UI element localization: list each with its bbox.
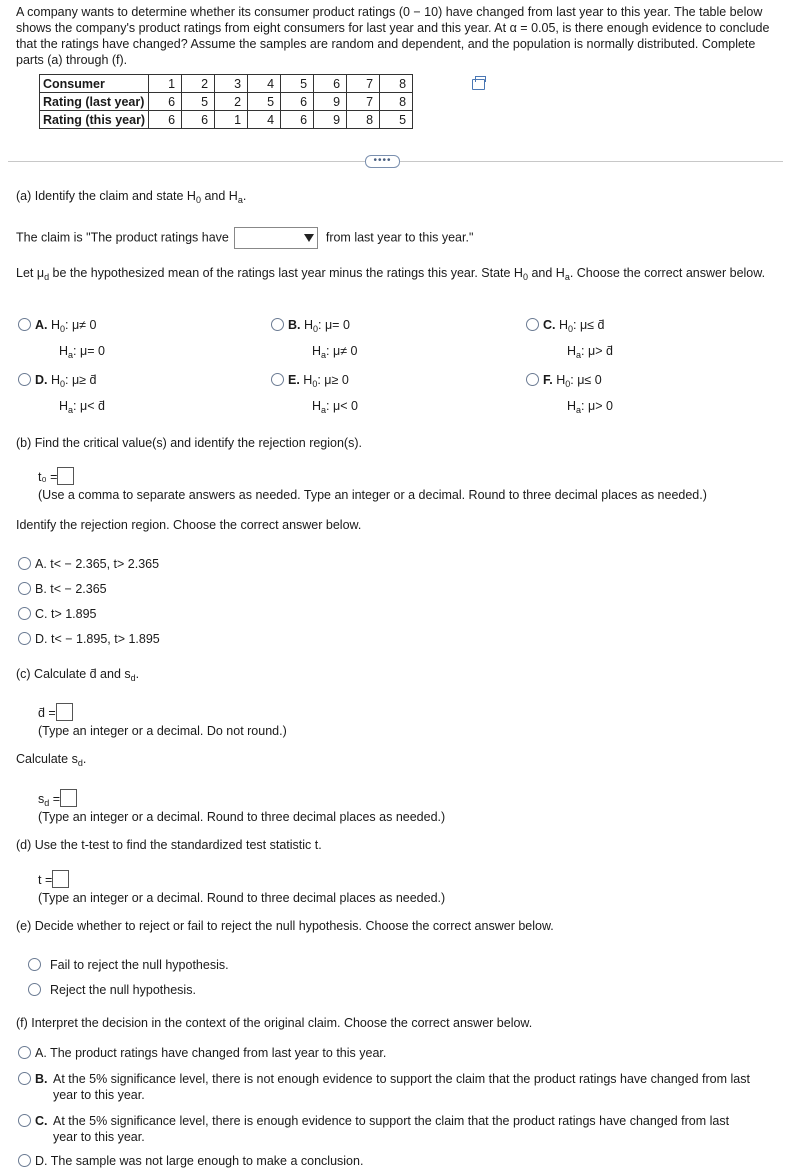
part-f-heading: (f) Interpret the decision in the context of the original claim. Choose the correct answer below. [16, 1016, 533, 1030]
t-hint: (Type an integer or a decimal. Round to three decimal places as needed.) [38, 891, 446, 905]
part-a-heading: (a) Identify the claim and state $H_0$ and $H_a$. [16, 189, 247, 205]
dbar-hint: (Type an integer or a decimal. Do not round.) [38, 724, 287, 738]
part-b-heading: (b) Find the critical value(s) and identify the rejection region(s). [16, 436, 362, 450]
table-cell: 2 [215, 93, 248, 111]
table-cell: 6 [281, 93, 314, 111]
sd-prompt: Calculate $s_d$. [16, 752, 87, 768]
t-answer-row: t = [38, 870, 69, 888]
radio-icon[interactable] [526, 373, 539, 386]
hypothesis-option-d[interactable]: D. $H_0$: μ≥ d̄ $H_a$: μ< d̄ [18, 369, 105, 421]
table-cell: 7 [347, 93, 380, 111]
radio-icon[interactable] [271, 318, 284, 331]
claim-sentence: The claim is "The product ratings have from last year to this year." [16, 227, 473, 249]
table-cell: 6 [149, 111, 182, 129]
radio-icon[interactable] [18, 582, 31, 595]
hypothesis-option-a[interactable]: A. $H_0$: μ≠ 0 $H_a$: μ= 0 [18, 314, 105, 366]
dbar-answer-row: d̄ = [38, 703, 73, 721]
radio-icon[interactable] [18, 607, 31, 620]
part-d-heading: (d) Use the t-test to find the standardized test statistic t. [16, 838, 322, 852]
table-cell: 9 [314, 111, 347, 129]
radio-icon[interactable] [18, 373, 31, 386]
radio-icon[interactable] [271, 373, 284, 386]
hypothesis-option-c[interactable]: C. $H_0$: μ≤ d̄ $H_a$: μ> d̄ [526, 314, 613, 366]
part-e-heading: (e) Decide whether to reject or fail to reject the null hypothesis. Choose the correct answer below. [16, 919, 554, 933]
table-cell: 1 [215, 111, 248, 129]
table-cell: 7 [347, 75, 380, 93]
radio-icon[interactable] [18, 1046, 31, 1059]
expand-more-button[interactable]: •••• [365, 155, 400, 168]
table-cell: 5 [182, 93, 215, 111]
sd-hint: (Type an integer or a decimal. Round to three decimal places as needed.) [38, 810, 446, 824]
table-cell: 9 [314, 93, 347, 111]
row-label: Rating (last year) [40, 93, 149, 111]
t0-hint: (Use a comma to separate answers as needed. Type an integer or a decimal. Round to three decimal places as needed.) [38, 488, 707, 502]
row-label: Consumer [40, 75, 149, 93]
hypothesis-option-b[interactable]: B. $H_0$: μ= 0 $H_a$: μ≠ 0 [271, 314, 358, 366]
radio-icon[interactable] [18, 318, 31, 331]
table-cell: 4 [248, 75, 281, 93]
sd-input[interactable] [60, 789, 77, 807]
radio-icon[interactable] [18, 557, 31, 570]
copy-table-icon[interactable] [472, 79, 485, 90]
radio-icon[interactable] [28, 983, 41, 996]
table-cell: 1 [149, 75, 182, 93]
hypothesis-prompt: Let $\mu_d$ be the hypothesized mean of the ratings last year minus the ratings this year. State $H_0$ and $H_a$. Choose the correct answer below. [16, 266, 766, 282]
table-cell: 5 [248, 93, 281, 111]
t0-input[interactable] [57, 467, 74, 485]
interpretation-option-d[interactable]: D. The sample was not large enough to make a conclusion. [18, 1154, 363, 1168]
table-row [40, 93, 413, 111]
problem-intro: A company wants to determine whether its consumer product ratings (0 − 10) have changed from last year to this year. The table below shows the company's product ratings from eight consumers for last year and this year. At α = 0.05, is there enough evidence to conclude that the ratings have changed? Assume the samples are random and dependent, and the population is normally distributed. Complete parts (a) through (f). [16, 5, 770, 67]
ratings-table [39, 74, 413, 129]
table-cell: 2 [182, 75, 215, 93]
hypothesis-option-f[interactable]: F. $H_0$: μ≤ 0 $H_a$: μ> 0 [526, 369, 613, 421]
table-cell: 4 [248, 111, 281, 129]
interpretation-option-c[interactable]: C. At the 5% significance level, there is enough evidence to support the claim that the product ratings have changed from last year to this year. [18, 1113, 768, 1145]
radio-icon[interactable] [18, 632, 31, 645]
table-row [40, 75, 413, 93]
dbar-input[interactable] [56, 703, 73, 721]
table-cell: 8 [380, 75, 413, 93]
t0-answer-row: t₀ = [38, 467, 74, 485]
interpretation-option-b[interactable]: B. At the 5% significance level, there is not enough evidence to support the claim that the product ratings have changed from last year to this year. [18, 1071, 768, 1103]
rejection-region-prompt: Identify the rejection region. Choose the correct answer below. [16, 518, 362, 532]
radio-icon[interactable] [526, 318, 539, 331]
radio-icon[interactable] [18, 1154, 31, 1167]
radio-icon[interactable] [18, 1114, 31, 1127]
table-cell: 6 [182, 111, 215, 129]
decision-option-reject[interactable]: Reject the null hypothesis. [28, 983, 196, 997]
t-input[interactable] [52, 870, 69, 888]
sd-answer-row: $s_d$ = [38, 789, 77, 808]
rejection-option-c[interactable]: C. t> 1.895 [18, 607, 97, 621]
table-cell: 6 [281, 111, 314, 129]
interpretation-option-a[interactable]: A. The product ratings have changed from last year to this year. [18, 1046, 386, 1060]
table-row [40, 111, 413, 129]
table-cell: 8 [347, 111, 380, 129]
rejection-option-a[interactable]: A. t< − 2.365, t> 2.365 [18, 557, 159, 571]
table-cell: 6 [314, 75, 347, 93]
table-cell: 6 [149, 93, 182, 111]
table-cell: 3 [215, 75, 248, 93]
claim-dropdown[interactable] [234, 227, 318, 249]
decision-option-fail-to-reject[interactable]: Fail to reject the null hypothesis. [28, 958, 229, 972]
radio-icon[interactable] [28, 958, 41, 971]
radio-icon[interactable] [18, 1072, 31, 1085]
chevron-down-icon [304, 234, 314, 242]
part-c-heading: (c) Calculate d̄ and $s_d$. [16, 667, 140, 683]
table-cell: 5 [281, 75, 314, 93]
table-cell: 8 [380, 93, 413, 111]
row-label: Rating (this year) [40, 111, 149, 129]
table-cell: 5 [380, 111, 413, 129]
rejection-option-d[interactable]: D. t< − 1.895, t> 1.895 [18, 632, 160, 646]
rejection-option-b[interactable]: B. t< − 2.365 [18, 582, 107, 596]
hypothesis-option-e[interactable]: E. $H_0$: μ≥ 0 $H_a$: μ< 0 [271, 369, 358, 421]
